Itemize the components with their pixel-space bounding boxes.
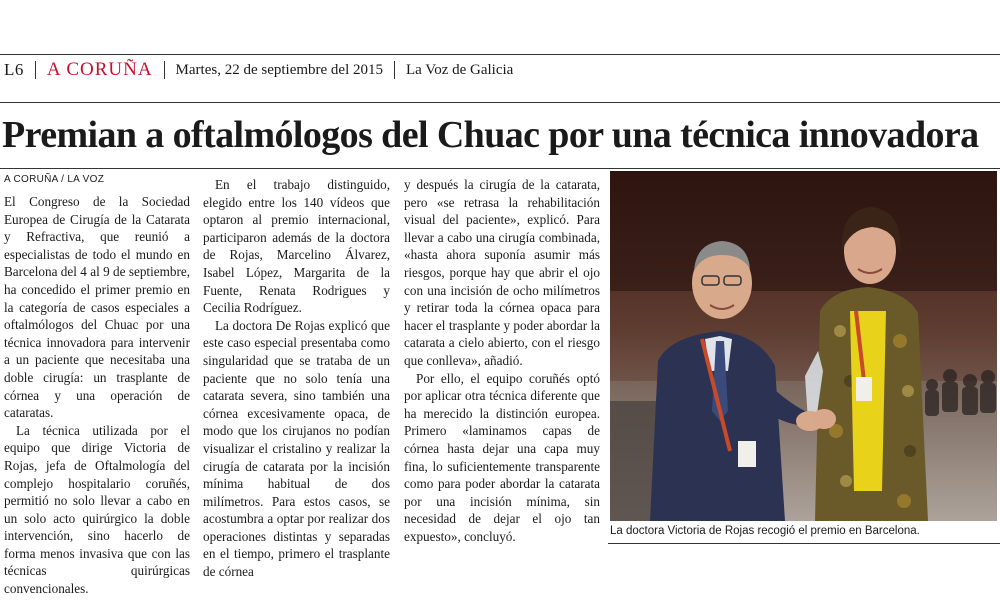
paragraph: Por ello, el equipo coruñés optó por aplicar otra técnica diferente que ha merecido la distinción europea. Primero «laminamos capas de córnea hasta dejar una capa muy fina, lo suficientemente transparente como para poder abordar la catarata por una incisión mínima, sin necesidad de dejar el ojo tan expuesto», concluyó. xyxy=(404,370,600,544)
section-name: A CORUÑA xyxy=(46,59,153,80)
award-photo-illustration xyxy=(610,171,997,521)
masthead-bottom-rule xyxy=(0,102,1000,103)
article-column-2 xyxy=(203,176,390,581)
article-column-3 xyxy=(404,176,600,545)
masthead-divider xyxy=(164,61,165,79)
photo-caption: La doctora Victoria de Rojas recogió el premio en Barcelona. xyxy=(610,525,920,537)
masthead-divider xyxy=(394,61,395,79)
article-photo xyxy=(610,171,997,521)
issue-date: Martes, 22 de septiembre del 2015 xyxy=(175,61,383,78)
top-rule xyxy=(0,54,1000,55)
caption-rule xyxy=(608,543,1000,544)
masthead xyxy=(4,58,513,82)
publication-name: La Voz de Galicia xyxy=(406,61,514,78)
page-number: L6 xyxy=(4,60,24,79)
headline-rule xyxy=(0,168,1000,169)
paragraph: El Congreso de la Sociedad Europea de Cirugía de la Catarata y Refractiva, que reunió a especialistas de todo el mundo en Barcelona del 4 al 9 de septiembre, ha concedido el primer premio en la categoría de casos especiales a oftalmólogos del Chuac por una técnica innovadora para intervenir a un paciente que necesitaba una doble cirugía: un trasplante de córnea y una operación de cataratas. xyxy=(4,194,190,421)
article-column-1 xyxy=(4,193,190,598)
article-byline: A CORUÑA / LA VOZ xyxy=(4,174,105,185)
paragraph: La doctora De Rojas explicó que este caso especial presentaba como singularidad que se trataba de un paciente que no solo tenía una catarata severa, sino también una córnea excesivamente opaca, de modo que los cirujanos no podían visualizar el cristalino y realizar la cirugía de catarata por la incisión mínima habitual de dos milímetros. Para estos casos, se acostumbra a optar por realizar dos operaciones distintas y separadas en el tiempo, primero el trasplante de córnea xyxy=(203,317,390,580)
paragraph: La técnica utilizada por el equipo que dirige Victoria de Rojas, jefa de Oftalmología del complejo hospitalario coruñés, permitió no solo llevar a cabo en un solo acto quirúrgico la doble intervención, sino hacerlo de forma menos invasiva que con las técnicas quirúrgicas convencionales. xyxy=(4,422,190,597)
paragraph: y después la cirugía de la catarata, pero «se retrasa la rehabilitación visual del paciente», explicó. Para llevar a cabo una cirugía combinada, «hasta ahora suponía asumir más riesgos, porque hay que abrir el ojo con una incisión de ocho milímetros y retirar toda la córnea opaca para hacer el trasplante y poder abordar la catarata a cielo abierto, con el riesgo que conlleva», añadió. xyxy=(404,177,600,368)
masthead-divider xyxy=(35,61,36,79)
article-headline: Premian a oftalmólogos del Chuac por una técnica innovadora xyxy=(2,114,979,156)
paragraph: En el trabajo distinguido, elegido entre los 140 vídeos que optaron al premio internacional, participaron además de la doctora de Rojas, Marcelino Álvarez, Isabel López, Margarita de la Fuente, Renata Rodrigues y Cecilia Rodríguez. xyxy=(203,177,390,316)
